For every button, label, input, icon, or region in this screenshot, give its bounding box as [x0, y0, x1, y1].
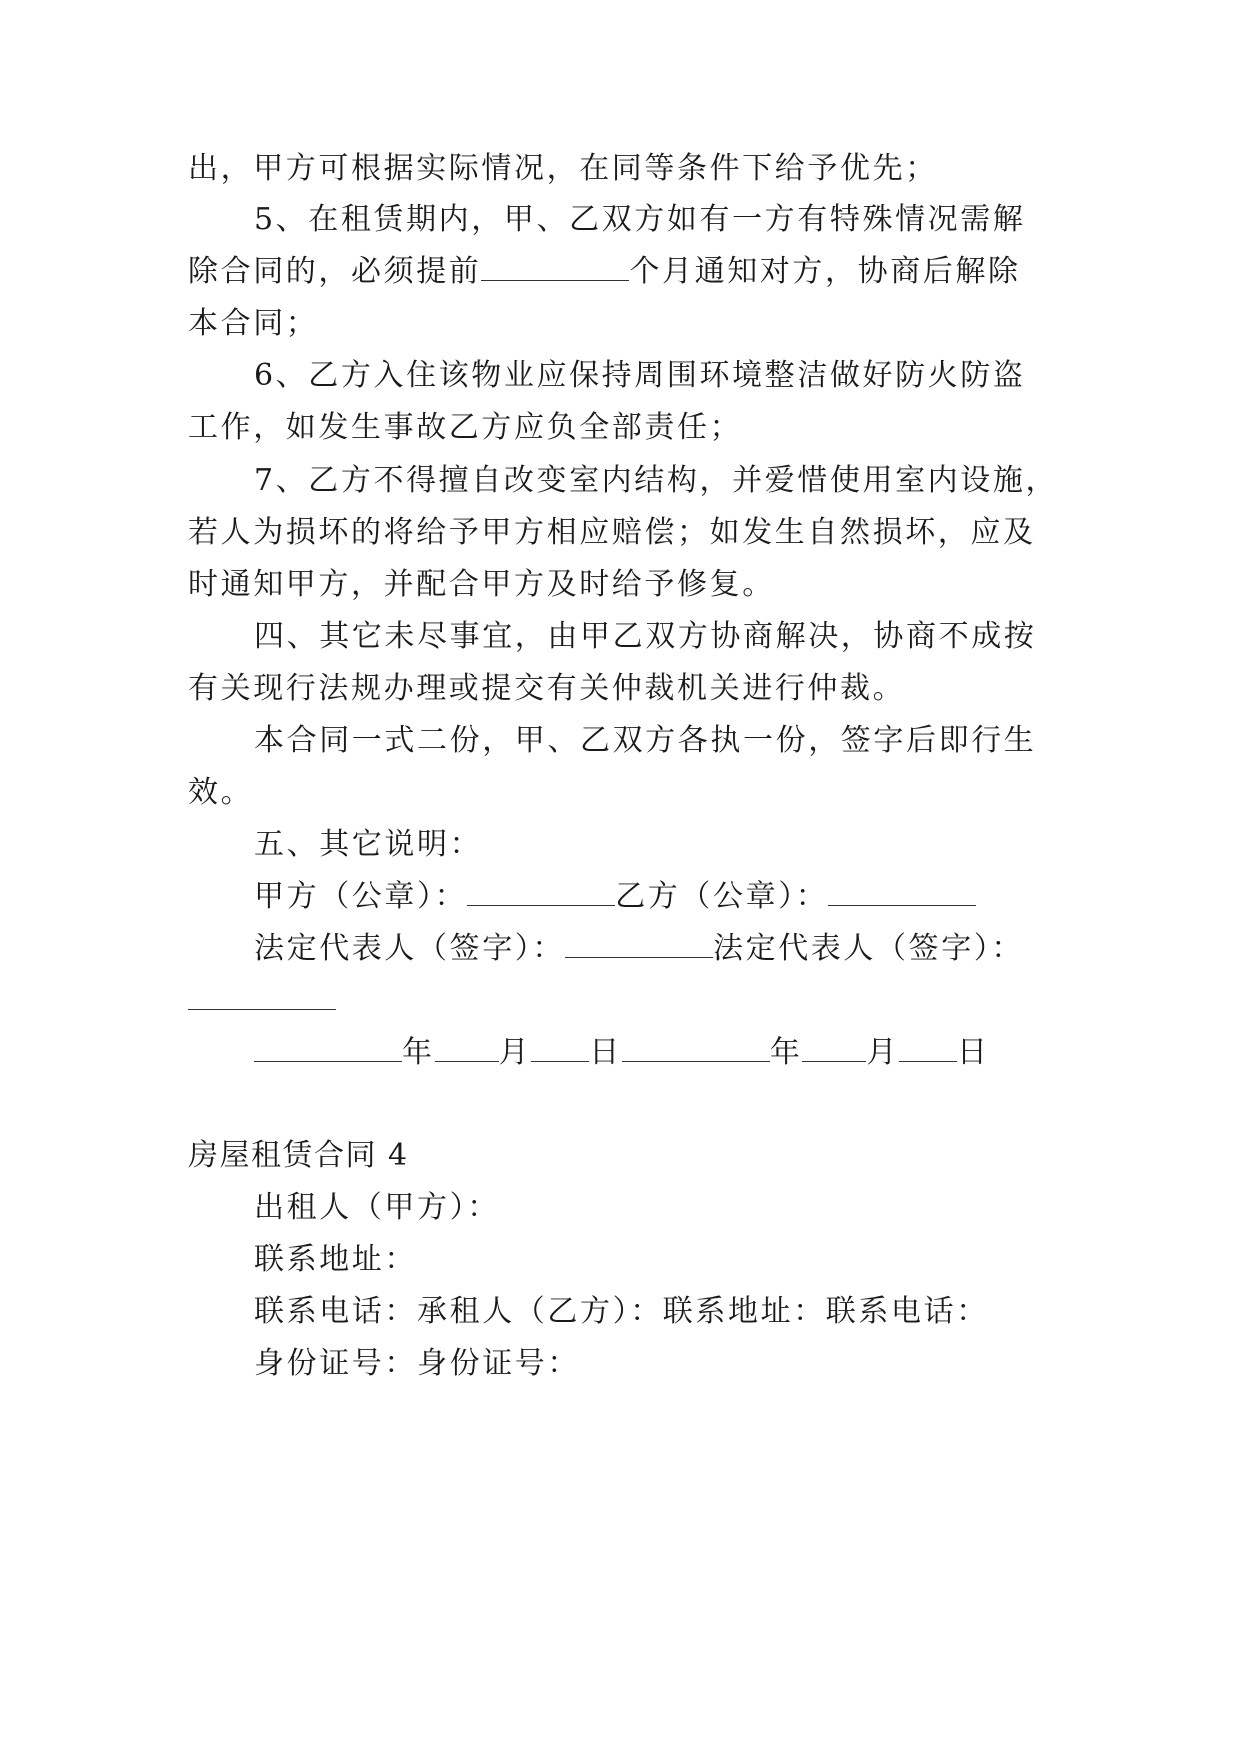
text: 日 [589, 1035, 622, 1070]
text: 联系地址： [254, 1242, 417, 1277]
clause-5-line-2 [188, 252, 1021, 292]
text: 出，甲方可根据实际情况，在同等条件下给予优先； [188, 151, 938, 186]
clause-6-line-2 [188, 408, 742, 448]
party-b-year-blank [622, 1035, 770, 1062]
text: 出租人（甲方）： [254, 1190, 500, 1225]
clause-6-line [254, 356, 1026, 396]
paragraph-line [188, 149, 938, 189]
text: 个月通知对方，协商后解除 [629, 254, 1021, 289]
party-b-signature-blank [188, 983, 336, 1010]
date-line [254, 1033, 990, 1073]
text: 日 [957, 1035, 990, 1070]
text: 四、其它未尽事宜，由甲乙双方协商解决，协商不成按 [254, 619, 1037, 654]
text: 年 [769, 1035, 803, 1070]
text: 五、其它说明： [254, 827, 483, 862]
address-line [254, 1240, 417, 1280]
party-a-year-blank [254, 1035, 402, 1062]
section-4-line-2 [188, 669, 905, 709]
text: 若人为损坏的将给予甲方相应赔偿；如发生自然损坏，应及 [188, 515, 1036, 550]
contact-line [254, 1292, 989, 1332]
text: 乙方（公章）： [615, 879, 829, 914]
copies-line-2 [188, 773, 253, 813]
text: 房屋租赁合同 4 [188, 1138, 409, 1173]
text: 身份证号：身份证号： [254, 1346, 580, 1381]
clause-7-line [254, 461, 1058, 501]
lessor-line [254, 1188, 500, 1228]
notice-months-blank [481, 254, 629, 281]
party-a-signature-blank [565, 931, 713, 958]
text: 除合同的，必须提前 [188, 254, 482, 289]
text: 有关现行法规办理或提交有关仲裁机关进行仲裁。 [188, 671, 906, 706]
clause-5-line-3 [188, 304, 318, 344]
clause-7-line-3 [188, 565, 775, 605]
clause-7-line-2 [188, 513, 1036, 553]
section-4-line [254, 617, 1036, 657]
signature-line [254, 929, 1024, 969]
section-5-heading [254, 825, 482, 865]
text: 本合同一式二份，甲、乙双方各执一份，签字后即行生 [254, 723, 1037, 758]
text: 年 [402, 1035, 435, 1070]
party-b-month-blank [802, 1035, 866, 1062]
text: 月 [866, 1035, 900, 1070]
text: 工作，如发生事故乙方应负全部责任； [188, 410, 743, 445]
text: 联系电话：承租人（乙方）：联系地址：联系电话： [254, 1294, 989, 1329]
text: 月 [498, 1035, 532, 1070]
clause-5-line [254, 200, 1026, 240]
text: 7、乙方不得擅自改变室内结构，并爱惜使用室内设施， [254, 463, 1059, 498]
seal-line [254, 877, 976, 917]
text: 法定代表人（签字）： [713, 931, 1024, 966]
text: 6、乙方入住该物业应保持周围环境整洁做好防火防盗 [254, 358, 1026, 393]
text: 本合同； [188, 306, 319, 341]
signature-overflow-line [188, 981, 336, 1021]
text: 法定代表人（签字）： [254, 931, 565, 966]
party-b-day-blank [899, 1035, 957, 1062]
party-b-seal-blank [828, 879, 976, 906]
text: 甲方（公章）： [254, 879, 468, 914]
id-line [254, 1344, 580, 1384]
party-a-seal-blank [467, 879, 615, 906]
section-title [188, 1136, 409, 1176]
text: 效。 [188, 775, 254, 810]
copies-line [254, 721, 1036, 761]
text: 时通知甲方，并配合甲方及时给予修复。 [188, 567, 775, 602]
text: 5、在租赁期内，甲、乙双方如有一方有特殊情况需解 [254, 202, 1026, 237]
party-a-day-blank [531, 1035, 589, 1062]
party-a-month-blank [435, 1035, 499, 1062]
